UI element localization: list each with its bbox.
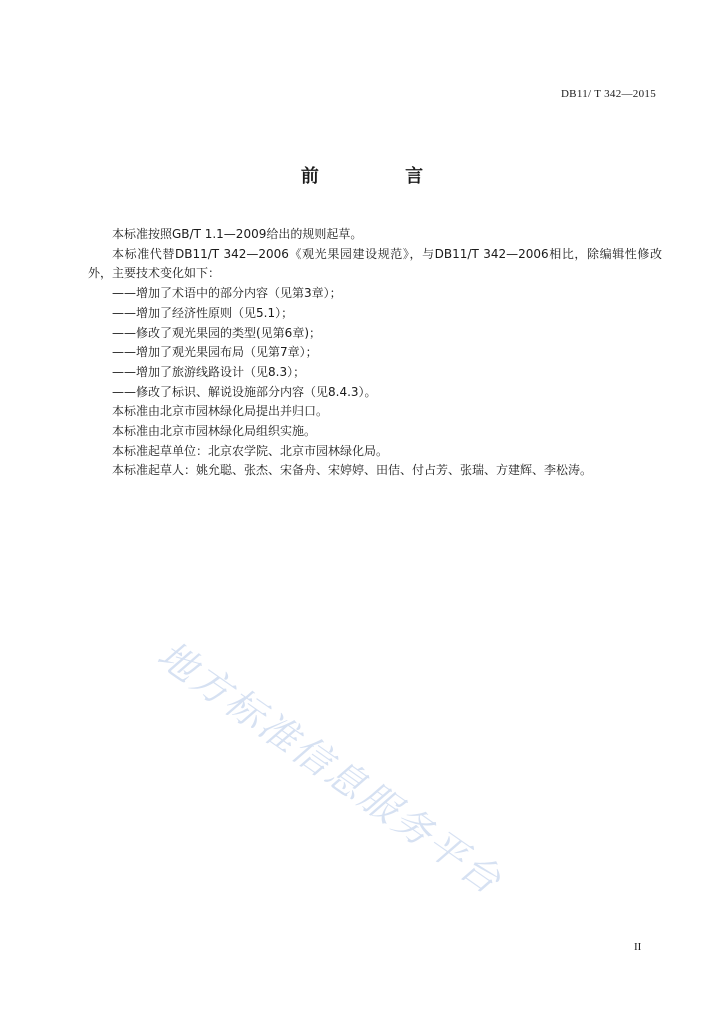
paragraph-drafters: 本标准起草人：姚允聪、张杰、宋备舟、宋婷婷、田佶、付占芳、张瑞、方建辉、李松涛。: [112, 463, 593, 478]
paragraph-replacement: 本标准代替DB11/T 342—2006《观光果园建设规范》，与DB11/T 342—2006相比，除编辑性修改外，主要技术变化如下：: [88, 246, 662, 281]
change-item: ——增加了术语中的部分内容（见第3章）；: [112, 286, 342, 301]
paragraph-implementer: 本标准由北京市园林绿化局组织实施。: [112, 424, 317, 439]
watermark: 地方标准信息服务平台: [149, 632, 511, 904]
change-item: ——修改了观光果园的类型(见第6章)；: [112, 325, 321, 340]
paragraph-drafting-units: 本标准起草单位：北京农学院、北京市园林绿化局。: [112, 443, 389, 458]
paragraph-proposer: 本标准由北京市园林绿化局提出并归口。: [112, 404, 329, 419]
page-heading: 前 言: [300, 166, 464, 187]
change-item: ——增加了经济性原则（见5.1）；: [112, 305, 294, 320]
change-item: ——增加了观光果园布局（见第7章）；: [112, 345, 318, 360]
page-number: II: [634, 941, 642, 953]
change-item: ——增加了旅游线路设计（见8.3）；: [112, 364, 306, 379]
paragraph-drafting-rules: 本标准按照GB/T 1.1—2009给出的规则起草。: [112, 227, 363, 241]
standard-code: DB11/ T 342—2015: [560, 88, 656, 100]
change-item: ——修改了标识、解说设施部分内容（见8.4.3）。: [112, 384, 377, 399]
foreword-body: [88, 225, 662, 481]
